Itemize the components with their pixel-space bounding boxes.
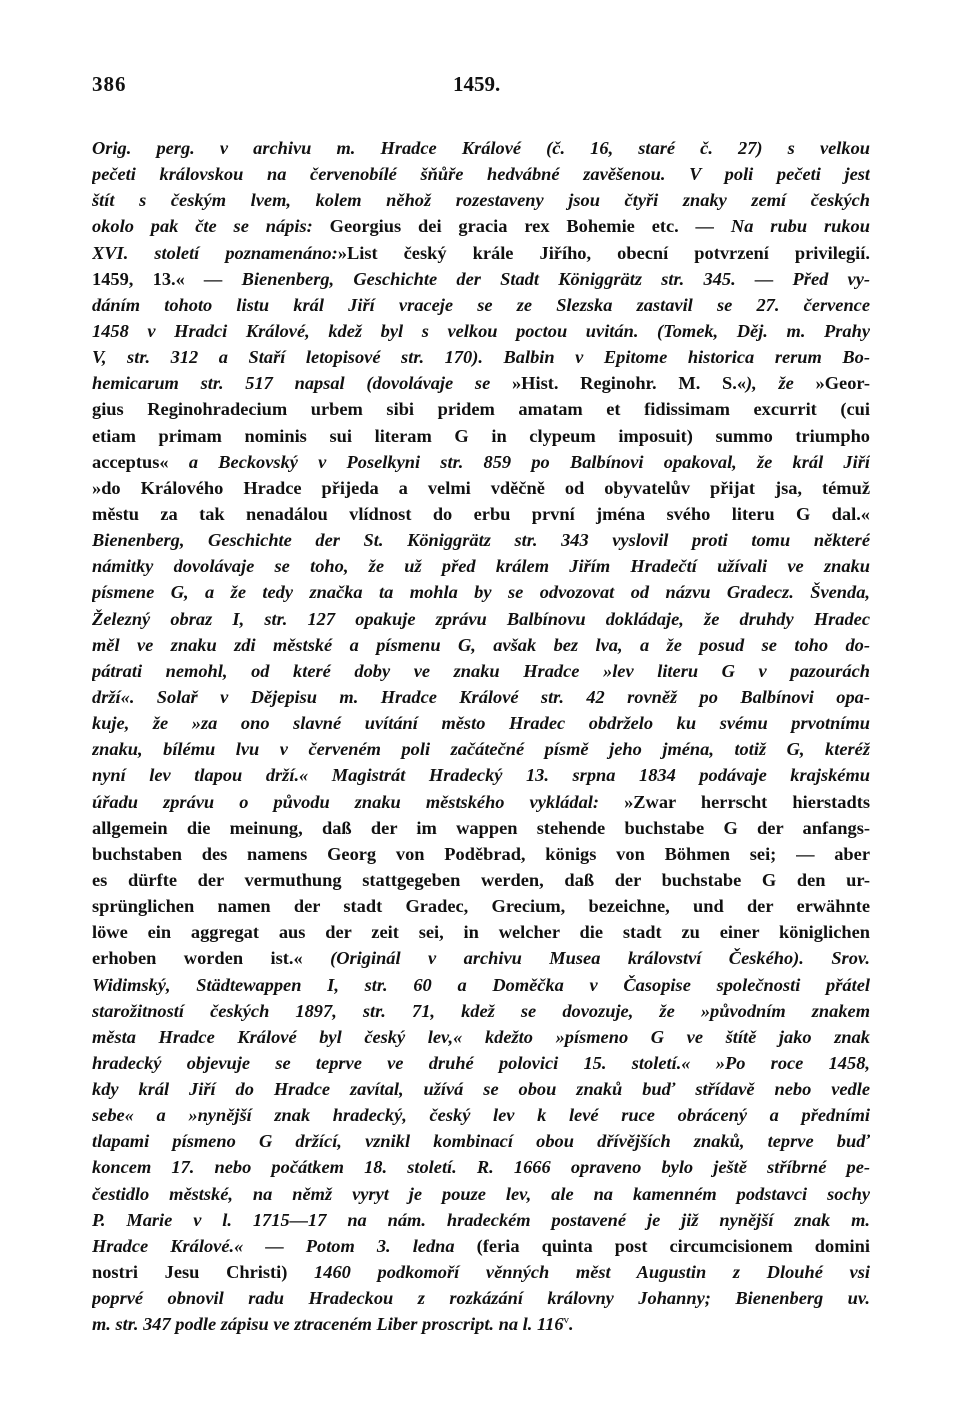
text-line — [92, 998, 870, 1024]
text-line — [92, 1024, 870, 1050]
page-header — [92, 72, 872, 112]
text-line — [92, 501, 870, 527]
text-segment: drží«. Solař v Dějepisu m. Hradce Králové str. 42 rovněž po Balbínovi opa- — [92, 686, 870, 707]
text-segment: »do Králového Hradce přijeda a velmi vděčně od obyvatelův přijat jsa, témuž — [92, 477, 870, 498]
text-segment: gius Reginohradecium urbem sibi pridem amatam et fidissimam excurrit (cui — [92, 399, 870, 420]
text-line — [92, 579, 870, 605]
text-line — [92, 135, 870, 161]
text-segment: čestidlo městské, na němž vyryt je pouze lev, ale na kamenném podstavci sochy — [92, 1183, 870, 1204]
text-segment: kuje, že »za ono slavné uvítání město Hradec obdrželo ku svému prvotnímu — [92, 713, 870, 734]
running-head-year: 1459. — [453, 72, 501, 96]
text-segment: hemicarum str. 517 napsal (dovolávaje se — [92, 373, 512, 394]
text-segment: (Originál v archivu Musea království Českého). Srov. — [302, 948, 870, 969]
text-segment: nostri Jesu Christi) — [92, 1262, 288, 1283]
text-segment: sebe« a »nynější znak hradecký, český lev k levé ruce obrácený a předními — [92, 1105, 870, 1126]
text-segment: etiam primam nominis sui literam G in clypeum imposuit) summo triumpho — [92, 425, 870, 446]
text-line — [92, 632, 870, 658]
text-line — [92, 266, 870, 292]
text-line — [92, 527, 870, 553]
text-segment: V, str. 312 a Staří letopisové str. 170). Balbin v Epitome historica rerum Bo- — [92, 347, 870, 368]
text-line — [92, 789, 870, 815]
text-line — [92, 449, 870, 475]
text-line — [92, 1076, 870, 1102]
text-segment: acceptus« — [92, 451, 169, 472]
text-line — [92, 1154, 870, 1180]
text-segment: písmene G, a že tedy značka ta mohla by se odvozovat od názvu Gradecz. Švenda, — [92, 582, 870, 603]
text-segment: pátrati nemohl, od které doby ve znaku Hradce »lev literu G v pazourách — [92, 660, 870, 681]
text-segment: Bienenberg, Geschichte der St. Königgrätz str. 343 vyslovil proti tomu některé — [92, 530, 870, 551]
text-segment: »List český krále Jiřího, obecní potvrzení privilegií. — [337, 242, 870, 263]
text-line — [92, 762, 870, 788]
text-segment: znaku, bílému lvu v červeném poli začátečné písmě jeho jména, totiž G, kteréž — [92, 739, 870, 760]
text-segment: měl ve znaku zdi městské a písmenu G, avšak bez lva, a že posud se toho do- — [92, 634, 870, 655]
text-segment: koncem 17. nebo počátkem 18. století. R. 1666 opraveno bylo ještě stříbrné pe- — [92, 1157, 870, 1178]
text-segment: es dürfte der vermuthung stattgegeben werden, daß der buchstabe G den ur- — [92, 869, 870, 890]
text-line — [92, 1259, 870, 1285]
page-number: 386 — [92, 72, 127, 96]
text-line — [92, 1207, 870, 1233]
text-segment: . — [569, 1314, 574, 1335]
text-line — [92, 1128, 870, 1154]
text-segment: 1459, 13.« — [92, 268, 185, 289]
text-segment: 1458 v Hradci Králové, kdež byl s velkou poctou uvitán. (Tomek, Děj. m. Prahy — [92, 320, 870, 341]
text-segment: Železný obraz I, str. 127 opakuje zprávu Balbínovu dokládaje, že druhdy Hradec — [92, 608, 870, 629]
text-line — [92, 710, 870, 736]
text-segment: (feria quinta post circumcisionem domini — [476, 1235, 870, 1256]
text-segment: tlapami písmeno G držící, vznikl kombinací obou dřívějších znaků, teprve buď — [92, 1131, 870, 1152]
text-line — [92, 475, 870, 501]
text-line — [92, 606, 870, 632]
text-line — [92, 867, 870, 893]
text-segment: námitky dovolávaje se toho, že už před králem Jiřím Hradečtí užívali ve znaku — [92, 556, 870, 577]
text-segment: »Zwar herrscht hierstadts — [624, 791, 870, 812]
text-segment: Hradce Králové.« — Potom 3. ledna — [92, 1235, 477, 1256]
text-line — [92, 841, 870, 867]
text-line — [92, 318, 870, 344]
text-line — [92, 187, 870, 213]
text-segment: města Hradce Králové byl český lev,« kdežto »písmeno G ve štítě jako znak — [92, 1026, 870, 1047]
text-line — [92, 1311, 870, 1337]
text-line — [92, 370, 870, 396]
text-line — [92, 945, 870, 971]
text-line — [92, 972, 870, 998]
text-segment: starožitností českých 1897, str. 71, kdež se dovozuje, že »původním znakem — [92, 1000, 870, 1021]
text-line — [92, 213, 870, 239]
text-segment: městu za tak nenadálou vlídnost do erbu první jména svého literu G dal.« — [92, 503, 870, 524]
text-segment: XVI. století poznamenáno: — [92, 242, 338, 263]
text-segment: Georgius dei gracia rex Bohemie etc. — [329, 216, 679, 237]
text-segment: m. str. 347 podle zápisu ve ztraceném Liber proscript. na l. 116 — [92, 1314, 564, 1335]
text-segment: Orig. perg. v archivu m. Hradce Králové (č. 16, staré č. 27) s velkou — [92, 138, 870, 158]
text-segment: poprvé obnovil radu Hradeckou z rozkázání královny Johanny; Bienenberg uv. — [92, 1288, 870, 1309]
text-line — [92, 658, 870, 684]
text-segment: P. Marie v l. 1715—17 na nám. hradeckém postavené je již nynější znak m. — [92, 1209, 870, 1230]
text-segment: hradecký objevuje se teprve ve druhé polovici 15. století.« »Po roce 1458, — [92, 1052, 870, 1073]
text-segment: löwe ein aggregat aus der zeit sei, in welcher die stadt zu einer königlichen — [92, 922, 870, 943]
text-line — [92, 684, 870, 710]
text-segment: pečeti královskou na červenobílé šňůře hedvábné zavěšenou. V poli pečeti jest — [92, 164, 870, 185]
text-segment: »Hist. Reginohr. M. S.« — [511, 373, 747, 394]
text-line — [92, 1050, 870, 1076]
text-segment: allgemein die meinung, daß der im wappen stehende buchstabe G der anfangs- — [92, 817, 870, 838]
text-segment: Widimský, Städtewappen I, str. 60 a Doměčka v Časopise společnosti přátel — [92, 974, 870, 995]
text-line — [92, 344, 870, 370]
text-line — [92, 815, 870, 841]
text-segment: okolo pak čte se nápis: — [92, 216, 330, 237]
text-line — [92, 553, 870, 579]
text-line — [92, 1233, 870, 1259]
text-segment: buchstaben des namens Georg von Poděbrad, königs von Böhmen sei; — aber — [92, 843, 870, 864]
text-segment: nyní lev tlapou drží.« Magistrát Hradecký 13. srpna 1834 podávaje krajskému — [92, 765, 870, 786]
text-line — [92, 161, 870, 187]
text-segment: a Beckovský v Poselkyni str. 859 po Balbínovi opakoval, že král Jiří — [168, 451, 870, 472]
text-segment: — Na rubu rukou — [678, 216, 870, 237]
text-segment: — Bienenberg, Geschichte der Stadt Königgrätz str. 345. — Před vy- — [184, 268, 870, 289]
document-body-text — [92, 135, 870, 1337]
superscript: v — [563, 1314, 570, 1327]
text-line — [92, 919, 870, 945]
text-segment: sprünglichen namen der stadt Gradec, Grecium, bezeichne, und der erwähnte — [92, 896, 870, 917]
text-line — [92, 1181, 870, 1207]
text-segment: 1460 podkomoří věnných měst Augustin z Dlouhé vsi — [287, 1262, 870, 1283]
text-segment: »Geor- — [815, 373, 870, 394]
text-segment: štít s českým lvem, kolem něhož rozestaveny jsou čtyři znaky zemí českých — [92, 190, 870, 211]
text-line — [92, 1285, 870, 1311]
text-segment: ), že — [746, 373, 816, 394]
text-line — [92, 1102, 870, 1128]
text-line — [92, 292, 870, 318]
text-line — [92, 396, 870, 422]
text-line — [92, 736, 870, 762]
text-segment: úřadu zprávu o původu znaku městského vykládal: — [92, 791, 625, 812]
text-segment: erhoben worden ist.« — [92, 948, 303, 969]
text-segment: dáním tohoto listu král Jiří vraceje se ze Slezska zastavil se 27. července — [92, 294, 870, 315]
text-line — [92, 893, 870, 919]
text-line — [92, 240, 870, 266]
text-segment: kdy král Jiří do Hradce zavítal, užívá se obou znaků buď střídavě nebo vedle — [92, 1079, 870, 1100]
text-line — [92, 423, 870, 449]
